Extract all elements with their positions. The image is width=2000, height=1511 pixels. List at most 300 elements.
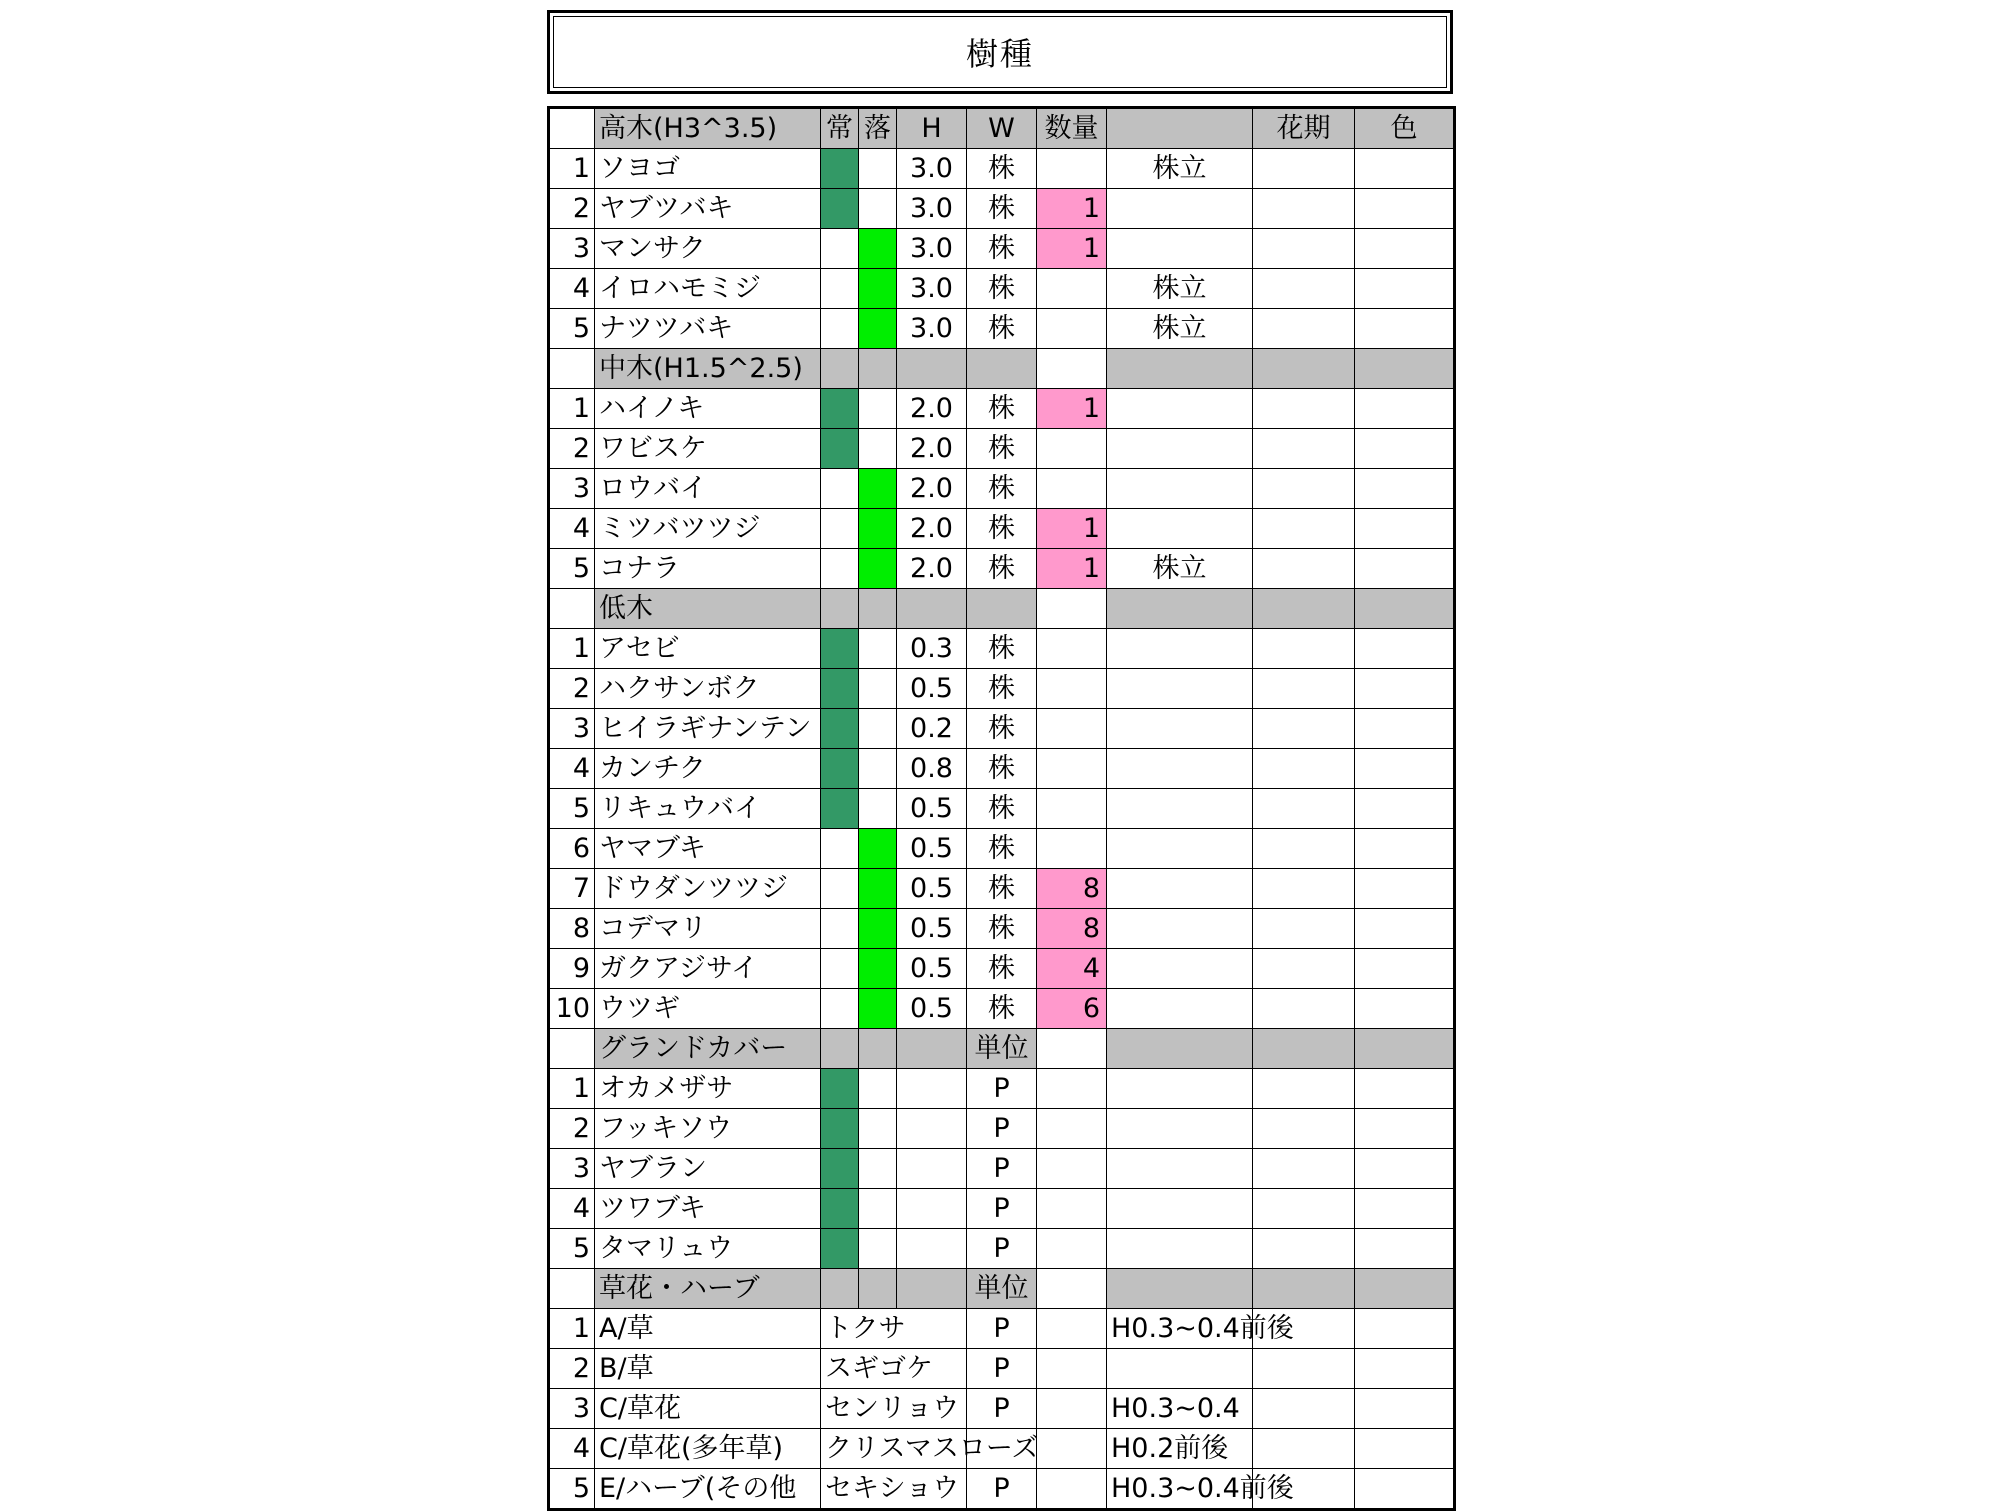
height-cell: 2.0 — [897, 549, 967, 589]
unit-cell: P — [967, 1149, 1037, 1189]
table-row — [549, 989, 1455, 1029]
deciduous-marker — [859, 829, 897, 869]
plant-name: ヒイラギナンテン — [595, 709, 821, 749]
quantity-cell: 4 — [1037, 949, 1107, 989]
table-row — [549, 909, 1455, 949]
color-cell — [1355, 549, 1455, 589]
section-header-cell — [1253, 1029, 1355, 1069]
color-cell — [1355, 1149, 1455, 1189]
note-cell — [1107, 629, 1253, 669]
flower-period-cell — [1253, 1429, 1355, 1469]
note-cell: 株立 — [1107, 309, 1253, 349]
section-header-no — [549, 349, 595, 389]
table-row — [549, 429, 1455, 469]
row-number: 9 — [549, 949, 595, 989]
deciduous-marker — [859, 949, 897, 989]
section-name: 中木(H1.5^2.5) — [595, 349, 821, 389]
table-row — [549, 1149, 1455, 1189]
section-header-cell — [1355, 1029, 1455, 1069]
flower-period-cell — [1253, 989, 1355, 1029]
color-cell — [1355, 669, 1455, 709]
note-cell — [1107, 949, 1253, 989]
title-box — [547, 10, 1453, 94]
section-header-cell — [1253, 589, 1355, 629]
flower-period-cell — [1253, 429, 1355, 469]
height-cell: 0.5 — [897, 949, 967, 989]
plant-name: カンチク — [595, 749, 821, 789]
section-header-cell — [821, 1269, 859, 1309]
section-name: 高木(H3^3.5) — [595, 108, 821, 149]
plant-name: ナツツバキ — [595, 309, 821, 349]
note-cell — [1107, 229, 1253, 269]
section-header-row — [549, 589, 1455, 629]
deciduous-marker — [859, 669, 897, 709]
row-number: 2 — [549, 1109, 595, 1149]
table-row — [549, 629, 1455, 669]
row-number: 1 — [549, 389, 595, 429]
section-header-cell — [1107, 589, 1253, 629]
quantity-cell — [1037, 1469, 1107, 1510]
section-header-cell — [821, 589, 859, 629]
row-number: 3 — [549, 469, 595, 509]
color-cell — [1355, 869, 1455, 909]
section-qty-cell — [1037, 349, 1107, 389]
plant-name: C/草花 — [595, 1389, 821, 1429]
note-cell — [1107, 1069, 1253, 1109]
plant-species: スギゴケ — [821, 1349, 967, 1389]
evergreen-marker — [821, 469, 859, 509]
note-cell — [1107, 429, 1253, 469]
note-cell: 株立 — [1107, 269, 1253, 309]
section-header-cell — [1107, 1269, 1253, 1309]
height-cell: 2.0 — [897, 469, 967, 509]
section-header-cell — [1107, 349, 1253, 389]
unit-cell: P — [967, 1309, 1037, 1349]
unit-cell: 株 — [967, 389, 1037, 429]
plant-name: A/草 — [595, 1309, 821, 1349]
table-row — [549, 829, 1455, 869]
row-number: 1 — [549, 629, 595, 669]
col-flower-header: 花期 — [1253, 108, 1355, 149]
unit-cell: 株 — [967, 229, 1037, 269]
plant-name: ウツギ — [595, 989, 821, 1029]
height-cell: 3.0 — [897, 269, 967, 309]
evergreen-marker — [821, 789, 859, 829]
plant-table — [547, 106, 1456, 1511]
table-row — [549, 269, 1455, 309]
note-cell — [1107, 749, 1253, 789]
quantity-cell — [1037, 1149, 1107, 1189]
evergreen-marker — [821, 669, 859, 709]
quantity-cell — [1037, 1109, 1107, 1149]
color-cell — [1355, 629, 1455, 669]
table-row — [549, 869, 1455, 909]
table-row — [549, 549, 1455, 589]
quantity-cell: 1 — [1037, 389, 1107, 429]
row-number: 2 — [549, 1349, 595, 1389]
evergreen-marker — [821, 309, 859, 349]
table-row — [549, 189, 1455, 229]
unit-cell: 株 — [967, 869, 1037, 909]
unit-cell: 株 — [967, 429, 1037, 469]
note-cell: 株立 — [1107, 149, 1253, 189]
note-cell — [1107, 909, 1253, 949]
deciduous-marker — [859, 749, 897, 789]
evergreen-marker — [821, 509, 859, 549]
col-color-header: 色 — [1355, 108, 1455, 149]
row-number: 1 — [549, 149, 595, 189]
flower-period-cell — [1253, 309, 1355, 349]
height-cell — [897, 1189, 967, 1229]
unit-cell: 株 — [967, 469, 1037, 509]
row-number: 7 — [549, 869, 595, 909]
height-cell — [897, 1069, 967, 1109]
section-header-cell — [859, 1269, 897, 1309]
unit-cell: 株 — [967, 509, 1037, 549]
plant-name: ツワブキ — [595, 1189, 821, 1229]
height-cell: 3.0 — [897, 229, 967, 269]
evergreen-marker — [821, 869, 859, 909]
color-cell — [1355, 709, 1455, 749]
plant-name: ドウダンツツジ — [595, 869, 821, 909]
table-row — [549, 1189, 1455, 1229]
unit-cell: 株 — [967, 189, 1037, 229]
quantity-cell — [1037, 1229, 1107, 1269]
plant-name: ハクサンボク — [595, 669, 821, 709]
table-row — [549, 1389, 1455, 1429]
deciduous-marker — [859, 1109, 897, 1149]
row-number: 1 — [549, 1309, 595, 1349]
color-cell — [1355, 1349, 1455, 1389]
color-cell — [1355, 389, 1455, 429]
flower-period-cell — [1253, 189, 1355, 229]
section-header-cell — [897, 1029, 967, 1069]
section-header-cell — [897, 589, 967, 629]
section-header-cell — [1253, 349, 1355, 389]
section-header-no — [549, 108, 595, 149]
evergreen-marker — [821, 1149, 859, 1189]
deciduous-marker — [859, 189, 897, 229]
table-row — [549, 789, 1455, 829]
deciduous-marker — [859, 1069, 897, 1109]
unit-cell: 株 — [967, 309, 1037, 349]
deciduous-marker — [859, 1149, 897, 1189]
note-cell — [1107, 509, 1253, 549]
height-cell: 0.5 — [897, 909, 967, 949]
note-cell — [1107, 989, 1253, 1029]
color-cell — [1355, 469, 1455, 509]
col-deciduous-header: 落 — [859, 108, 897, 149]
color-cell — [1355, 1429, 1455, 1469]
quantity-cell — [1037, 829, 1107, 869]
note-cell — [1107, 709, 1253, 749]
height-cell — [897, 1229, 967, 1269]
evergreen-marker — [821, 749, 859, 789]
plant-name: ミツバツツジ — [595, 509, 821, 549]
deciduous-marker — [859, 429, 897, 469]
quantity-cell — [1037, 1189, 1107, 1229]
col-h-header: H — [897, 108, 967, 149]
color-cell — [1355, 749, 1455, 789]
height-cell: 0.2 — [897, 709, 967, 749]
flower-period-cell — [1253, 269, 1355, 309]
row-number: 5 — [549, 1229, 595, 1269]
col-evergreen-header: 常 — [821, 108, 859, 149]
row-number: 5 — [549, 549, 595, 589]
color-cell — [1355, 909, 1455, 949]
plant-name: E/ハーブ(その他 — [595, 1469, 821, 1510]
plant-species: トクサ — [821, 1309, 967, 1349]
plant-name: ガクアジサイ — [595, 949, 821, 989]
color-cell — [1355, 189, 1455, 229]
plant-name: ワビスケ — [595, 429, 821, 469]
plant-name: ハイノキ — [595, 389, 821, 429]
quantity-cell — [1037, 269, 1107, 309]
col-note-header — [1107, 108, 1253, 149]
evergreen-marker — [821, 269, 859, 309]
deciduous-marker — [859, 989, 897, 1029]
height-cell — [897, 1109, 967, 1149]
flower-period-cell — [1253, 229, 1355, 269]
flower-period-cell — [1253, 869, 1355, 909]
quantity-cell — [1037, 1309, 1107, 1349]
color-cell — [1355, 989, 1455, 1029]
col-w-header: W — [967, 108, 1037, 149]
plant-name: マンサク — [595, 229, 821, 269]
note-cell — [1107, 829, 1253, 869]
unit-cell: P — [967, 1389, 1037, 1429]
unit-cell: P — [967, 1349, 1037, 1389]
section-header-no — [549, 589, 595, 629]
flower-period-cell — [1253, 829, 1355, 869]
row-number: 4 — [549, 749, 595, 789]
evergreen-marker — [821, 549, 859, 589]
evergreen-marker — [821, 949, 859, 989]
note-cell — [1107, 789, 1253, 829]
section-header-cell — [1107, 1029, 1253, 1069]
note-cell: H0.2前後 — [1107, 1429, 1253, 1469]
flower-period-cell — [1253, 509, 1355, 549]
section-name: グランドカバー — [595, 1029, 821, 1069]
section-header-row — [549, 1269, 1455, 1309]
row-number: 2 — [549, 429, 595, 469]
section-header-cell — [821, 1029, 859, 1069]
table-row — [549, 389, 1455, 429]
plant-name: コナラ — [595, 549, 821, 589]
quantity-cell — [1037, 1389, 1107, 1429]
color-cell — [1355, 1309, 1455, 1349]
quantity-cell — [1037, 1069, 1107, 1109]
section-header-cell — [859, 1029, 897, 1069]
evergreen-marker — [821, 1069, 859, 1109]
flower-period-cell — [1253, 1349, 1355, 1389]
row-number: 4 — [549, 1429, 595, 1469]
deciduous-marker — [859, 869, 897, 909]
section-header-cell — [1253, 1269, 1355, 1309]
row-number: 2 — [549, 669, 595, 709]
color-cell — [1355, 1389, 1455, 1429]
flower-period-cell — [1253, 909, 1355, 949]
color-cell — [1355, 829, 1455, 869]
table-row — [549, 949, 1455, 989]
plant-species: クリスマスローズ — [821, 1429, 967, 1469]
height-cell: 3.0 — [897, 309, 967, 349]
table-row — [549, 1229, 1455, 1269]
deciduous-marker — [859, 709, 897, 749]
flower-period-cell — [1253, 749, 1355, 789]
table-row — [549, 149, 1455, 189]
color-cell — [1355, 1109, 1455, 1149]
section-header-cell — [821, 349, 859, 389]
row-number: 4 — [549, 269, 595, 309]
table-row — [549, 1069, 1455, 1109]
quantity-cell — [1037, 469, 1107, 509]
deciduous-marker — [859, 389, 897, 429]
plant-name: ヤブラン — [595, 1149, 821, 1189]
table-row — [549, 1109, 1455, 1149]
quantity-cell: 1 — [1037, 509, 1107, 549]
quantity-cell: 8 — [1037, 909, 1107, 949]
height-cell: 3.0 — [897, 189, 967, 229]
section-qty-cell — [1037, 1269, 1107, 1309]
note-cell — [1107, 1109, 1253, 1149]
height-cell: 0.5 — [897, 869, 967, 909]
row-number: 5 — [549, 1469, 595, 1510]
height-cell: 0.5 — [897, 829, 967, 869]
flower-period-cell — [1253, 469, 1355, 509]
evergreen-marker — [821, 1189, 859, 1229]
unit-cell: 株 — [967, 669, 1037, 709]
deciduous-marker — [859, 149, 897, 189]
row-number: 4 — [549, 1189, 595, 1229]
color-cell — [1355, 1469, 1455, 1510]
section-header-no — [549, 1269, 595, 1309]
evergreen-marker — [821, 629, 859, 669]
row-number: 4 — [549, 509, 595, 549]
flower-period-cell — [1253, 949, 1355, 989]
color-cell — [1355, 149, 1455, 189]
evergreen-marker — [821, 189, 859, 229]
quantity-cell: 1 — [1037, 549, 1107, 589]
deciduous-marker — [859, 1189, 897, 1229]
table-row — [549, 1309, 1455, 1349]
quantity-cell: 6 — [1037, 989, 1107, 1029]
height-cell: 2.0 — [897, 509, 967, 549]
quantity-cell — [1037, 309, 1107, 349]
note-cell — [1107, 1189, 1253, 1229]
unit-cell: 株 — [967, 549, 1037, 589]
flower-period-cell — [1253, 1229, 1355, 1269]
unit-cell: 株 — [967, 629, 1037, 669]
note-cell — [1107, 1229, 1253, 1269]
height-cell: 3.0 — [897, 149, 967, 189]
deciduous-marker — [859, 789, 897, 829]
deciduous-marker — [859, 309, 897, 349]
plant-name: リキュウバイ — [595, 789, 821, 829]
flower-period-cell — [1253, 709, 1355, 749]
color-cell — [1355, 229, 1455, 269]
unit-cell: 株 — [967, 949, 1037, 989]
flower-period-cell — [1253, 789, 1355, 829]
evergreen-marker — [821, 709, 859, 749]
height-cell: 0.5 — [897, 989, 967, 1029]
deciduous-marker — [859, 629, 897, 669]
table-row — [549, 1469, 1455, 1510]
row-number: 3 — [549, 1149, 595, 1189]
color-cell — [1355, 1229, 1455, 1269]
quantity-cell — [1037, 149, 1107, 189]
note-cell: 株立 — [1107, 549, 1253, 589]
plant-species: セキショウ — [821, 1469, 967, 1510]
quantity-cell: 1 — [1037, 229, 1107, 269]
flower-period-cell — [1253, 389, 1355, 429]
evergreen-marker — [821, 829, 859, 869]
section-unit-label: 単位 — [967, 1269, 1037, 1309]
unit-cell: P — [967, 1189, 1037, 1229]
height-cell: 0.8 — [897, 749, 967, 789]
section-name: 草花・ハーブ — [595, 1269, 821, 1309]
plant-name: ソヨゴ — [595, 149, 821, 189]
evergreen-marker — [821, 989, 859, 1029]
section-header-cell — [897, 349, 967, 389]
evergreen-marker — [821, 429, 859, 469]
section-header-cell — [859, 349, 897, 389]
deciduous-marker — [859, 229, 897, 269]
note-cell: H0.3~0.4前後 — [1107, 1309, 1253, 1349]
quantity-cell — [1037, 1429, 1107, 1469]
row-number: 8 — [549, 909, 595, 949]
deciduous-marker — [859, 509, 897, 549]
quantity-cell — [1037, 629, 1107, 669]
evergreen-marker — [821, 1109, 859, 1149]
table-row — [549, 1349, 1455, 1389]
row-number: 3 — [549, 1389, 595, 1429]
table-row — [549, 309, 1455, 349]
page-title: 樹種 — [553, 16, 1447, 88]
flower-period-cell — [1253, 549, 1355, 589]
row-number: 1 — [549, 1069, 595, 1109]
row-number: 3 — [549, 709, 595, 749]
unit-cell: P — [967, 1069, 1037, 1109]
quantity-cell — [1037, 749, 1107, 789]
note-cell — [1107, 1149, 1253, 1189]
color-cell — [1355, 309, 1455, 349]
row-number: 10 — [549, 989, 595, 1029]
deciduous-marker — [859, 269, 897, 309]
unit-cell: 株 — [967, 909, 1037, 949]
plant-name: フッキソウ — [595, 1109, 821, 1149]
section-header-row — [549, 1029, 1455, 1069]
color-cell — [1355, 269, 1455, 309]
height-cell: 2.0 — [897, 429, 967, 469]
row-number: 6 — [549, 829, 595, 869]
row-number: 3 — [549, 229, 595, 269]
section-header-no — [549, 1029, 595, 1069]
section-unit-label: 単位 — [967, 1029, 1037, 1069]
plant-name: アセビ — [595, 629, 821, 669]
row-number: 5 — [549, 309, 595, 349]
section-header-row — [549, 108, 1455, 149]
evergreen-marker — [821, 229, 859, 269]
row-number: 2 — [549, 189, 595, 229]
quantity-cell: 1 — [1037, 189, 1107, 229]
section-qty-cell — [1037, 1029, 1107, 1069]
flower-period-cell — [1253, 1189, 1355, 1229]
table-row — [549, 1429, 1455, 1469]
deciduous-marker — [859, 909, 897, 949]
deciduous-marker — [859, 469, 897, 509]
section-header-cell — [897, 1269, 967, 1309]
